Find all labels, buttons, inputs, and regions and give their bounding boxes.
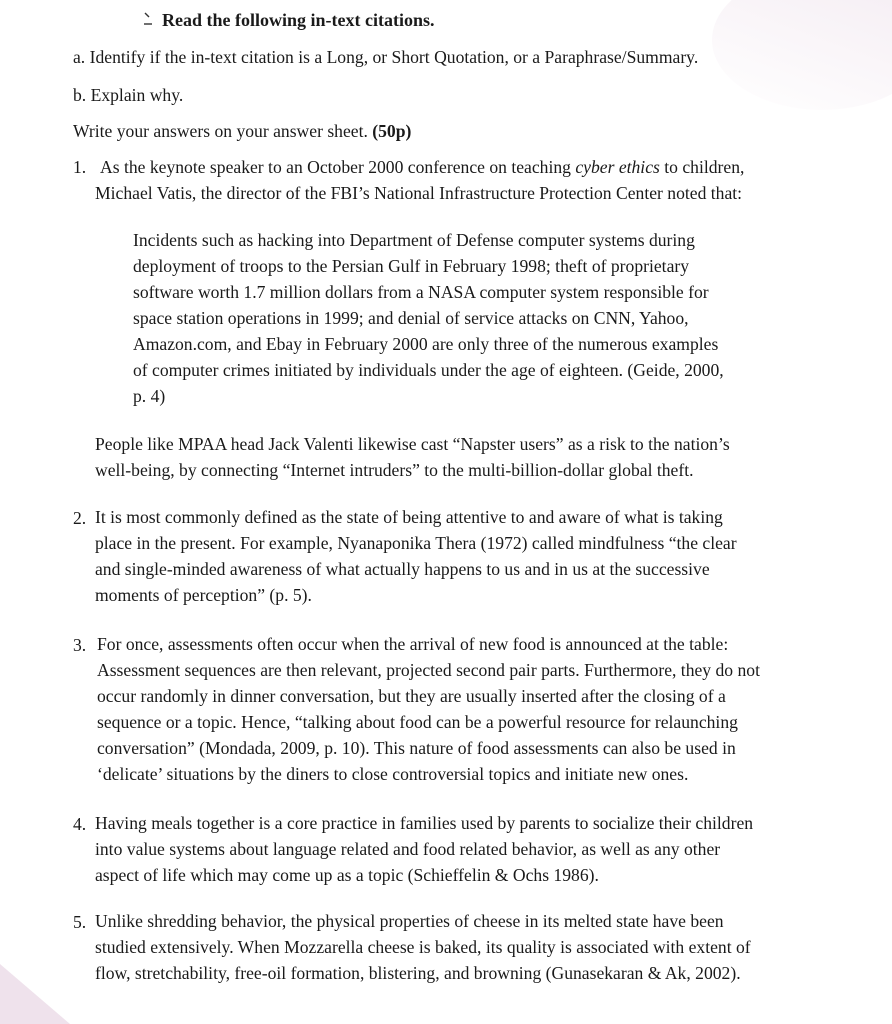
paragraph-line: sequence or a topic. Hence, “talking about food can be a powerful resource for relaunching [97, 712, 738, 732]
paragraph-line: ‘delicate’ situations by the diners to close controversial topics and initiate new ones. [97, 764, 689, 784]
decorative-corner-bottom-left [0, 964, 70, 1024]
page-title: Read the following in-text citations. [162, 10, 435, 30]
paragraph-line: Unlike shredding behavior, the physical properties of cheese in its melted state have been [95, 911, 724, 931]
item1-intro-pre: As the keynote speaker to an October 2000 conference on teaching [100, 157, 576, 177]
block-quote-line: software worth 1.7 million dollars from a NASA computer system responsible for [133, 282, 709, 302]
block-quote-line: deployment of troops to the Persian Gulf in February 1998; theft of proprietary [133, 256, 690, 276]
instruction-a: a. Identify if the in-text citation is a Long, or Short Quotation, or a Paraphrase/Summary. [73, 47, 699, 67]
paragraph-line: place in the present. For example, Nyanaponika Thera (1972) called mindfulness “the clear [95, 533, 737, 553]
block-quote-line: Incidents such as hacking into Department of Defense computer systems during [133, 230, 695, 250]
paragraph-line: Assessment sequences are then relevant, projected second pair parts. Furthermore, they do not [97, 660, 760, 680]
write-instruction-text: Write your answers on your answer sheet. [73, 121, 373, 141]
paragraph-line: For once, assessments often occur when the arrival of new food is announced at the table: [97, 634, 729, 654]
item-number-1: 1. [73, 157, 87, 177]
paragraph-line: Having meals together is a core practice in families used by parents to socialize their children [95, 813, 754, 833]
block-quote-line: space station operations in 1999; and denial of service attacks on CNN, Yahoo, [133, 308, 689, 328]
item1-intro-post: to children, [659, 157, 745, 177]
tick-mark-icon [143, 11, 153, 25]
item1-block-quote [133, 227, 724, 409]
paragraph-line: occur randomly in dinner conversation, but they are usually inserted after the closing of a [97, 686, 726, 706]
paragraph-line: and single-minded awareness of what actually happens to us and in us at the successive [95, 559, 710, 579]
block-quote-line: Amazon.com, and Ebay in February 2000 are only three of the numerous examples [133, 334, 719, 354]
paragraph-line: flow, stretchability, free-oil formation, blistering, and browning (Gunasekaran & Ak, 2002). [95, 963, 741, 983]
item1-follow-up [95, 431, 730, 483]
item-number-2: 2. [73, 508, 87, 528]
block-quote-line: p. 4) [133, 386, 166, 406]
follow-up-line: People like MPAA head Jack Valenti likewise cast “Napster users” as a risk to the nation’s [95, 434, 730, 454]
item-number-5: 5. [73, 912, 87, 932]
item1-intro-emphasis: cyber ethics [575, 157, 660, 177]
paragraph-line: It is most commonly defined as the state of being attentive to and aware of what is taking [95, 507, 723, 527]
item3-paragraph [97, 631, 760, 787]
item-number-4: 4. [73, 814, 87, 834]
paragraph-line: conversation” (Mondada, 2009, p. 10). This nature of food assessments can also be used in [97, 738, 736, 758]
paragraph-line: into value systems about language related and food related behavior, as well as any other [95, 839, 721, 859]
decorative-corner-top-right [712, 0, 892, 110]
points-label: (50p) [372, 121, 412, 141]
paragraph-line: moments of perception” (p. 5). [95, 585, 312, 605]
block-quote-line: of computer crimes initiated by individuals under the age of eighteen. (Geide, 2000, [133, 360, 724, 380]
item2-paragraph [95, 504, 737, 608]
write-instruction [73, 120, 411, 142]
item-number-3: 3. [73, 635, 87, 655]
instruction-b: b. Explain why. [73, 85, 184, 105]
item4-paragraph [95, 810, 753, 888]
paragraph-line: aspect of life which may come up as a topic (Schieffelin & Ochs 1986). [95, 865, 599, 885]
paragraph-line: studied extensively. When Mozzarella cheese is baked, its quality is associated with extent of [95, 937, 751, 957]
item5-paragraph [95, 908, 751, 986]
item1-intro-line1 [100, 156, 744, 178]
item1-intro-line2: Michael Vatis, the director of the FBI’s National Infrastructure Protection Center noted that: [95, 183, 743, 203]
follow-up-line: well-being, by connecting “Internet intruders” to the multi-billion-dollar global theft. [95, 460, 694, 480]
